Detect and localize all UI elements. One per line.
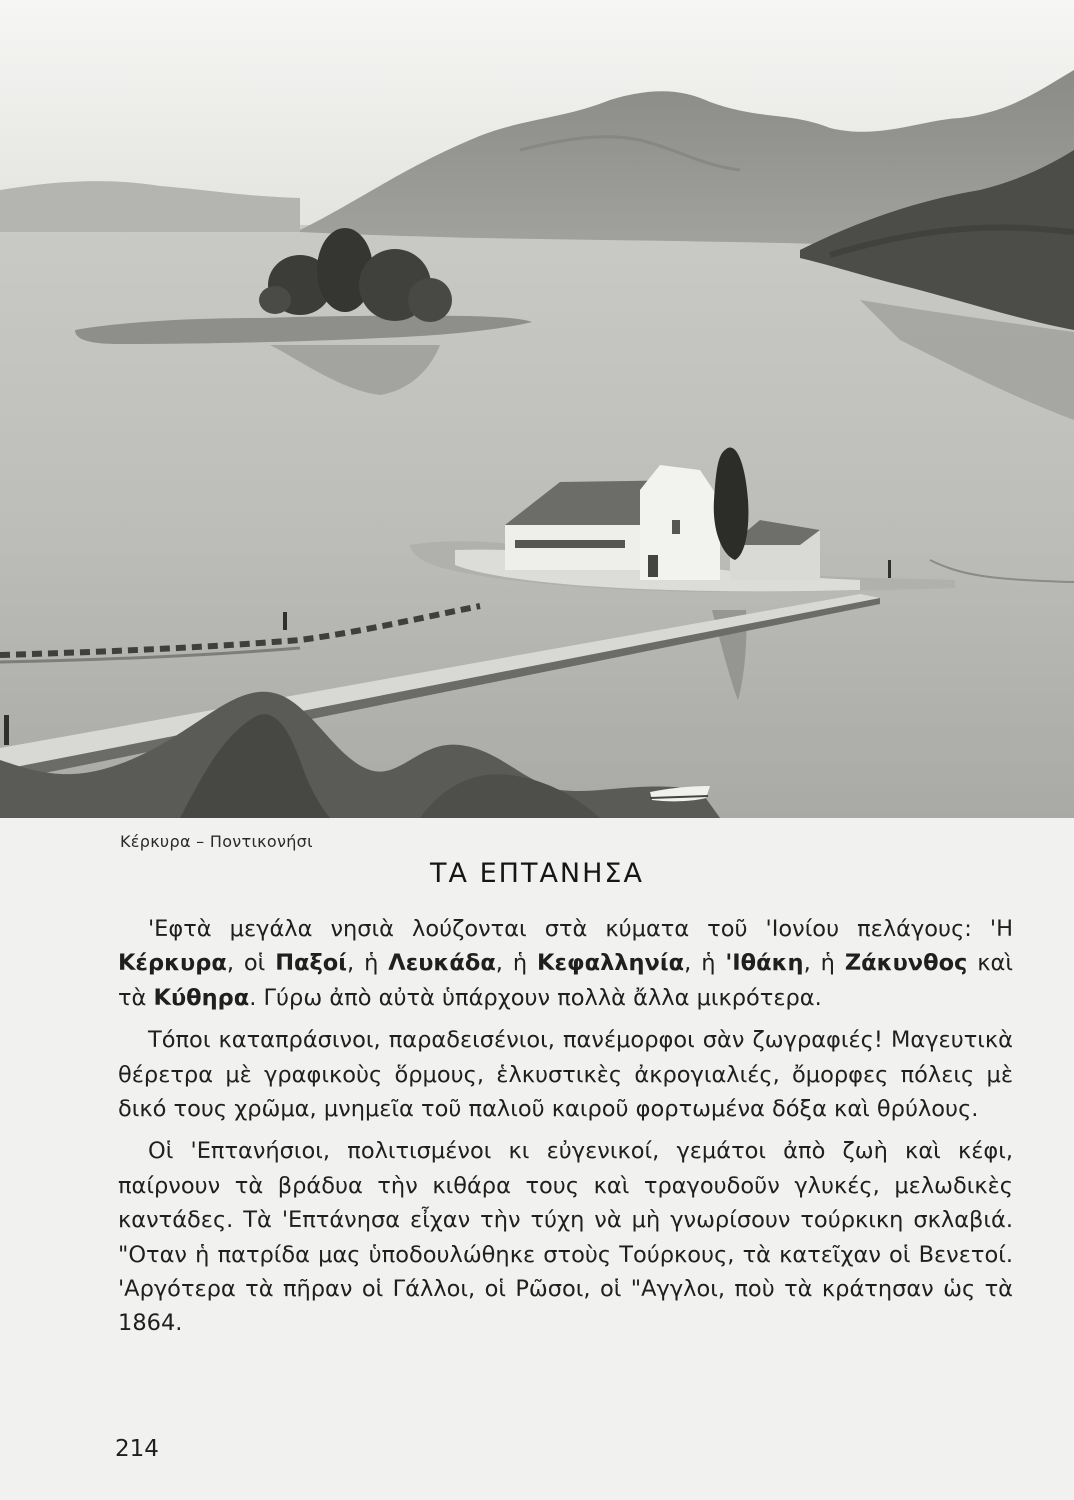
island-name: Ζάκυνθος <box>844 950 968 977</box>
text-segment: Οἱ 'Επτανήσιοι, πολιτισμένοι κι εὐγενικοί, γεμάτοι ἀπὸ ζωὴ καὶ κέφι, παίρνουν τὰ βράδυα τὴν κιθάρα τους καὶ τραγουδοῦν γλυκές, μελωδικὲς καντάδες. Τὰ 'Επτάνησα εἶχαν τὴν τύχη νὰ μὴ γνωρίσουν τούρκικη σκλαβιά. "Οταν ἡ πατρίδα μας ὑποδουλώθηκε στοὺς Τούρκους, τὰ κατεῖχαν οἱ Βενετοί. 'Αργότερα τὰ πῆραν οἱ Γάλλοι, οἱ Ρῶσοι, οἱ "Αγγλοι, ποὺ τὰ κράτησαν ὡς τὰ 1864. <box>118 1138 1013 1337</box>
text-segment: καὶ τὰ <box>118 950 1014 1011</box>
photo-caption: Κέρκυρα – Ποντικονήσι <box>120 832 313 851</box>
island-name: 'Ιθάκη <box>725 950 804 977</box>
island-name: Κεφαλληνία <box>537 950 685 977</box>
text-segment: , ἡ <box>684 950 726 977</box>
paragraph <box>118 1134 1013 1340</box>
page-title: ΤΑ ΕΠΤΑΝΗΣΑ <box>430 858 644 889</box>
island-name: Κύθηρα <box>153 984 250 1011</box>
text-segment: , ἡ <box>495 950 538 977</box>
paragraph <box>118 912 1013 1015</box>
body-text <box>118 912 1013 1349</box>
text-segment: 'Εφτὰ μεγάλα νησιὰ λούζονται στὰ κύματα τοῦ 'Ιονίου πελάγους: 'Η <box>148 916 1013 942</box>
text-segment: Τόποι καταπράσινοι, παραδεισένιοι, πανέμορφοι σὰν ζωγραφιές! Μαγευτικὰ θέρετρα μὲ γραφικοὺς ὅρμους, ἑλκυστικὲς ἀκρογιαλιές, ὄμορφες πόλεις μὲ δικό τους χρῶμα, μνημεῖα τοῦ παλιοῦ καιροῦ φορτωμένα δόξα καὶ θρύλους. <box>118 1027 1013 1123</box>
island-name: Κέρκυρα <box>118 950 227 977</box>
text-segment: . Γύρω ἀπὸ αὐτὰ ὑπάρχουν πολλὰ ἄλλα μικρότερα. <box>249 984 822 1011</box>
island-name: Λευκάδα <box>388 950 496 977</box>
text-segment: , ἡ <box>347 950 389 977</box>
page-number: 214 <box>115 1436 159 1462</box>
text-segment: , ἡ <box>803 950 845 977</box>
paragraph <box>118 1023 1013 1126</box>
text-segment: , οἱ <box>226 950 276 977</box>
island-name: Παξοί <box>275 950 348 977</box>
